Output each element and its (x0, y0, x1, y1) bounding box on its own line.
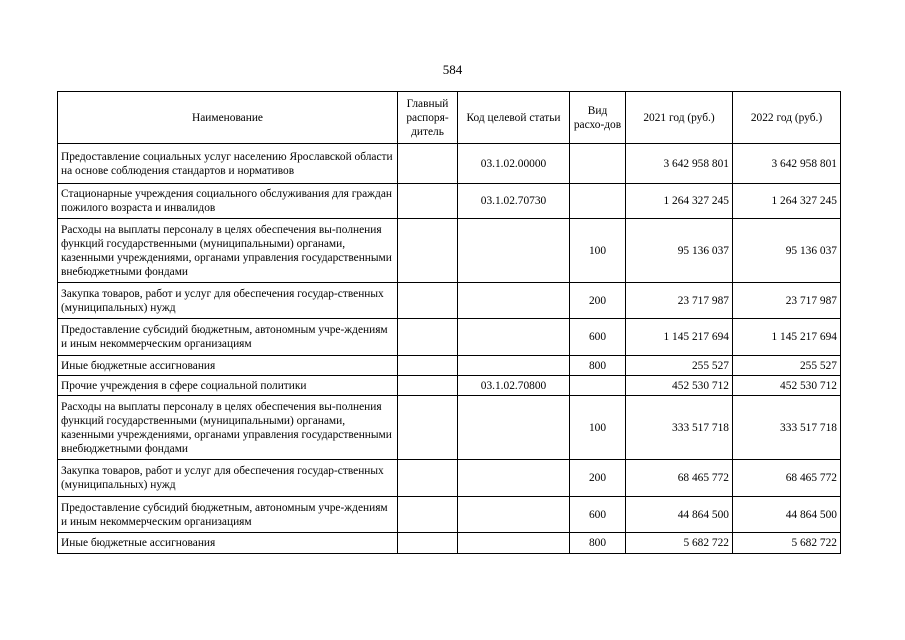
cell-name: Предоставление субсидий бюджетным, автономным учре-ждениям и иным некоммерческим организациям (58, 319, 398, 356)
cell-vid: 100 (570, 219, 626, 283)
cell-grbs (398, 144, 458, 184)
cell-year-2022: 1 264 327 245 (733, 184, 841, 219)
page-number: 584 (442, 62, 463, 77)
cell-year-2022: 255 527 (733, 356, 841, 376)
table-row (58, 184, 841, 219)
cell-year-2021: 68 465 772 (626, 460, 733, 497)
header-year-2021: 2021 год (руб.) (626, 92, 733, 144)
cell-grbs (398, 497, 458, 533)
cell-vid (570, 184, 626, 219)
cell-grbs (398, 184, 458, 219)
cell-name: Расходы на выплаты персоналу в целях обеспечения вы-полнения функций государственными (муниципальными) органами, казенными учреждениями, органами управления государственными внебюджетными фондами (58, 219, 398, 283)
table-row (58, 396, 841, 460)
cell-code (458, 396, 570, 460)
cell-grbs (398, 319, 458, 356)
cell-code (458, 283, 570, 319)
table-header-row (58, 92, 841, 144)
cell-year-2022: 452 530 712 (733, 376, 841, 396)
cell-vid: 200 (570, 283, 626, 319)
cell-name: Предоставление субсидий бюджетным, автономным учре-ждениям и иным некоммерческим организациям (58, 497, 398, 533)
table-row (58, 497, 841, 533)
cell-year-2021: 1 145 217 694 (626, 319, 733, 356)
table-row (58, 319, 841, 356)
header-code: Код целевой статьи (458, 92, 570, 144)
table-row (58, 533, 841, 554)
cell-name: Предоставление социальных услуг населению Ярославской области на основе соблюдения стандартов и нормативов (58, 144, 398, 184)
cell-year-2021: 1 264 327 245 (626, 184, 733, 219)
cell-year-2021: 95 136 037 (626, 219, 733, 283)
cell-year-2021: 333 517 718 (626, 396, 733, 460)
cell-vid: 200 (570, 460, 626, 497)
header-vid: Вид расхо-дов (570, 92, 626, 144)
cell-vid: 100 (570, 396, 626, 460)
cell-code (458, 356, 570, 376)
cell-vid: 800 (570, 356, 626, 376)
cell-grbs (398, 460, 458, 497)
budget-table (57, 91, 841, 554)
cell-code (458, 533, 570, 554)
cell-vid (570, 144, 626, 184)
header-name: Наименование (58, 92, 398, 144)
cell-year-2022: 44 864 500 (733, 497, 841, 533)
cell-name: Иные бюджетные ассигнования (58, 356, 398, 376)
cell-year-2021: 255 527 (626, 356, 733, 376)
cell-grbs (398, 283, 458, 319)
header-grbs: Главный распоря-дитель (398, 92, 458, 144)
cell-code: 03.1.02.70800 (458, 376, 570, 396)
header-year-2022: 2022 год (руб.) (733, 92, 841, 144)
cell-year-2022: 5 682 722 (733, 533, 841, 554)
table-row (58, 144, 841, 184)
cell-code: 03.1.02.70730 (458, 184, 570, 219)
cell-vid: 600 (570, 319, 626, 356)
cell-name: Иные бюджетные ассигнования (58, 533, 398, 554)
cell-name: Расходы на выплаты персоналу в целях обеспечения вы-полнения функций государственными (муниципальными) органами, казенными учреждениями, органами управления государственными внебюджетными фондами (58, 396, 398, 460)
cell-name: Закупка товаров, работ и услуг для обеспечения государ-ственных (муниципальных) нужд (58, 460, 398, 497)
cell-vid: 800 (570, 533, 626, 554)
cell-year-2021: 3 642 958 801 (626, 144, 733, 184)
cell-year-2021: 23 717 987 (626, 283, 733, 319)
cell-grbs (398, 376, 458, 396)
table-row (58, 283, 841, 319)
cell-year-2022: 68 465 772 (733, 460, 841, 497)
table-row (58, 460, 841, 497)
cell-grbs (398, 219, 458, 283)
cell-name: Стационарные учреждения социального обслуживания для граждан пожилого возраста и инвалидов (58, 184, 398, 219)
table-row (58, 356, 841, 376)
cell-code (458, 219, 570, 283)
cell-name: Прочие учреждения в сфере социальной политики (58, 376, 398, 396)
table-row (58, 219, 841, 283)
cell-grbs (398, 356, 458, 376)
cell-year-2022: 333 517 718 (733, 396, 841, 460)
cell-vid: 600 (570, 497, 626, 533)
cell-year-2022: 23 717 987 (733, 283, 841, 319)
cell-grbs (398, 533, 458, 554)
cell-code: 03.1.02.00000 (458, 144, 570, 184)
cell-code (458, 497, 570, 533)
cell-code (458, 460, 570, 497)
cell-vid (570, 376, 626, 396)
cell-year-2021: 452 530 712 (626, 376, 733, 396)
table-row (58, 376, 841, 396)
cell-year-2021: 5 682 722 (626, 533, 733, 554)
cell-year-2021: 44 864 500 (626, 497, 733, 533)
cell-year-2022: 95 136 037 (733, 219, 841, 283)
cell-year-2022: 3 642 958 801 (733, 144, 841, 184)
cell-code (458, 319, 570, 356)
cell-year-2022: 1 145 217 694 (733, 319, 841, 356)
cell-grbs (398, 396, 458, 460)
cell-name: Закупка товаров, работ и услуг для обеспечения государ-ственных (муниципальных) нужд (58, 283, 398, 319)
table-body (58, 144, 841, 554)
